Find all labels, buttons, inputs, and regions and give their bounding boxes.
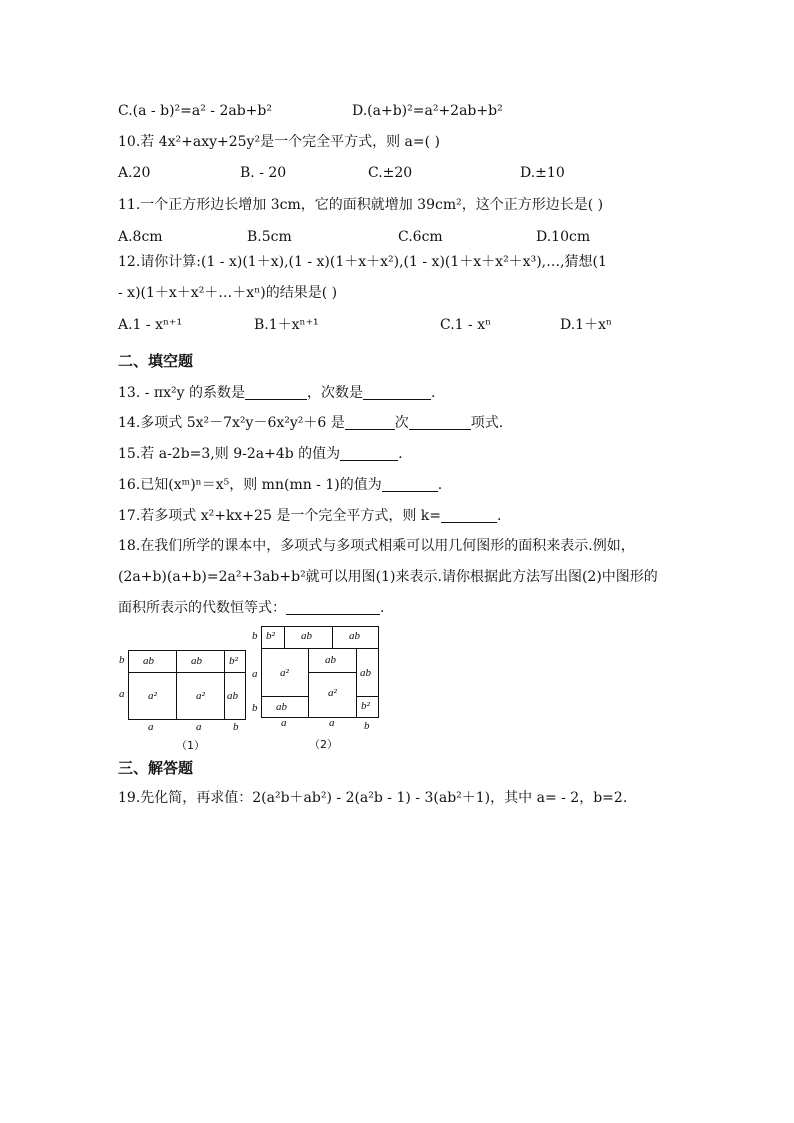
fig2-divider: [308, 672, 356, 673]
fig2-cell: b²: [266, 630, 275, 642]
fig2-cell: ab: [360, 667, 371, 679]
fig2-divider: [356, 648, 357, 718]
q11-option-b: B.5cm: [247, 229, 292, 245]
fig1-side-label: a: [119, 688, 125, 700]
q18-line2: (2a+b)(a+b)=2a²+3ab+b²就可以用图(1)来表示.请你根据此方法写出图(2)中图形的: [118, 569, 658, 585]
fig1-cell: b²: [229, 655, 238, 667]
q9-option-d: D.(a+b)²=a²+2ab+b²: [352, 103, 503, 119]
fig1-divider: [176, 650, 177, 720]
q11-stem: 11.一个正方形边长增加 3cm，它的面积就增加 39cm²，这个正方形边长是( ): [118, 197, 604, 213]
fig2-cell: a²: [280, 667, 289, 679]
q10-option-c: C.±20: [368, 165, 413, 181]
fig1-cell: a²: [148, 690, 157, 702]
fig2-cell: a²: [328, 687, 337, 699]
q12-line2: - x)(1＋x＋x²＋…＋xⁿ)的结果是( ): [118, 285, 338, 301]
fig2-bottom-label: a: [281, 717, 287, 729]
fig2-cell: ab: [276, 701, 287, 713]
q16-text: 16.已知(xᵐ)ⁿ＝x⁵，则 mn(mn - 1)的值为: [118, 477, 382, 493]
q12-option-d: D.1＋xⁿ: [560, 317, 613, 333]
q13-post: .: [430, 385, 436, 401]
q9-option-c: C.(a - b)²=a² - 2ab+b²: [118, 103, 272, 119]
q17-post: .: [497, 508, 502, 524]
q15-post: .: [398, 446, 403, 462]
fig1-bottom-label: b: [233, 721, 239, 733]
q18-post: .: [380, 600, 385, 616]
q12-option-b: B.1＋xⁿ⁺¹: [254, 317, 319, 333]
q18-line3-text: 面积所表示的代数恒等式：: [118, 600, 286, 616]
q13-mid: ，次数是: [306, 385, 363, 401]
q13-blank-2[interactable]: [363, 385, 431, 400]
q12-option-a: A.1 - xⁿ⁺¹: [118, 317, 183, 333]
q17-text: 17.若多项式 x²+kx+25 是一个完全平方式，则 k=: [118, 508, 441, 524]
fig2-divider: [356, 696, 379, 697]
q15: [118, 445, 403, 463]
q12-option-c: C.1 - xⁿ: [440, 317, 492, 333]
fig1-caption: （1）: [176, 739, 205, 752]
fig1-cell: a²: [196, 690, 205, 702]
q14-blank-1[interactable]: [345, 415, 395, 430]
q10-option-b: B. - 20: [240, 165, 287, 181]
q15-text: 15.若 a-2b=3,则 9-2a+4b 的值为: [118, 446, 341, 462]
fig2-divider: [261, 696, 308, 697]
section-fill-in-heading: 二、填空题: [118, 352, 194, 370]
q19-stem: 19.先化简，再求值：2(a²b＋ab²) - 2(a²b - 1) - 3(ab²＋1)，其中 a= - 2，b=2.: [118, 790, 628, 806]
fig2-cell: ab: [325, 654, 336, 666]
fig2-divider: [284, 626, 285, 648]
fig2-divider: [261, 648, 379, 649]
q13-blank-1[interactable]: [245, 385, 307, 400]
q13: [118, 384, 435, 402]
fig1-cell: ab: [227, 690, 238, 702]
q11-option-a: A.8cm: [118, 229, 163, 245]
fig1-divider: [128, 672, 246, 673]
fig2-cell: ab: [301, 630, 312, 642]
q16-blank[interactable]: [382, 477, 438, 492]
fig1-cell: ab: [143, 655, 154, 667]
fig1-bottom-label: a: [148, 721, 154, 733]
q14-post: 项式.: [470, 415, 504, 431]
fig2-cell: ab: [349, 630, 360, 642]
q11-option-d: D.10cm: [536, 229, 591, 245]
fig2-divider: [308, 648, 309, 718]
q18-blank[interactable]: [286, 600, 380, 615]
fig1-divider: [224, 650, 225, 720]
fig2-bottom-label: b: [364, 720, 370, 732]
q10-stem: 10.若 4x²+axy+25y²是一个完全平方式，则 a=( ): [118, 134, 440, 150]
fig2-side-label: b: [252, 630, 258, 642]
q18-line1: 18.在我们所学的课本中，多项式与多项式相乘可以用几何图形的面积来表示.例如，: [118, 538, 635, 554]
q14: [118, 414, 503, 432]
q17: [118, 507, 501, 525]
q12-line1: 12.请你计算:(1 - x)(1＋x),(1 - x)(1＋x＋x²),(1 - x)(1＋x＋x²＋x³),…,猜想(1: [118, 254, 607, 270]
fig2-side-label: a: [252, 668, 258, 680]
q17-blank[interactable]: [441, 508, 497, 523]
q13-text: 13. - πx²y 的系数是: [118, 385, 245, 401]
q14-text: 14.多项式 5x²－7x²y－6x²y²＋6 是: [118, 415, 345, 431]
q16-post: .: [437, 477, 443, 493]
q15-blank[interactable]: [340, 446, 398, 461]
q18-line3: [118, 599, 384, 617]
q14-blank-2[interactable]: [409, 415, 471, 430]
fig2-cell: b²: [361, 700, 370, 712]
q10-option-a: A.20: [118, 165, 151, 181]
fig2-caption: （2）: [309, 738, 338, 751]
q14-mid: 次: [394, 415, 409, 431]
section-solve-heading: 三、解答题: [118, 759, 194, 777]
fig2-divider: [332, 626, 333, 648]
fig2-side-label: b: [252, 702, 258, 714]
fig1-side-label: b: [119, 654, 125, 666]
q16: [118, 476, 442, 494]
fig2-bottom-label: a: [329, 717, 335, 729]
q11-option-c: C.6cm: [398, 229, 443, 245]
q10-option-d: D.±10: [520, 165, 565, 181]
fig1-bottom-label: a: [196, 721, 202, 733]
fig1-cell: ab: [191, 655, 202, 667]
